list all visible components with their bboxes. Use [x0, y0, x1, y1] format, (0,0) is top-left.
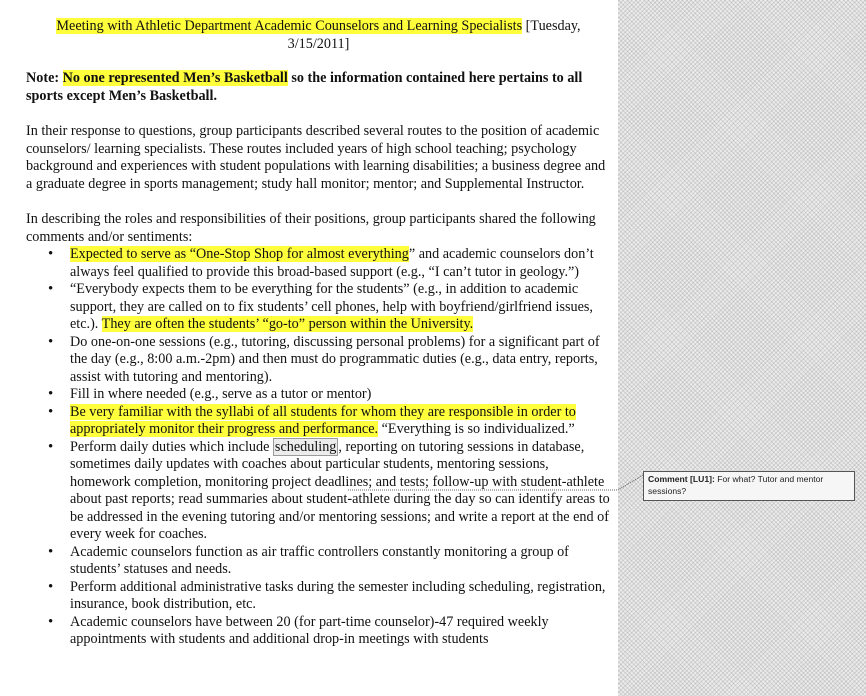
list-item	[70, 246, 611, 281]
title-date: [Tuesday, 3/15/2011]	[287, 18, 581, 52]
comment-margin-pane	[618, 0, 866, 696]
roles-paragraph: In describing the roles and responsibilities of their positions, group participants shared the following comments and/or sentiments:	[26, 211, 596, 245]
document-body[interactable]	[26, 18, 611, 649]
comment-anchor-scheduling[interactable]: scheduling	[274, 438, 337, 455]
list-item	[70, 404, 611, 439]
meeting-title	[26, 18, 611, 53]
bullet-text: “Everybody expects them to be everything for the students” (e.g., in addition to academic support, they are called on to fix students’ cell phones, help with boyfriend/girlfriend issues, etc.).	[70, 281, 593, 332]
title-highlighted-text: Meeting with Athletic Department Academic Counselors and Learning Specialists	[56, 18, 523, 34]
list-item: • Academic counselors have between 20 (for part-time counselor)-47 required weekly appointments with students and additional drop-in meetings with students	[70, 614, 611, 649]
bullet-highlighted-text: They are often the students’ “go-to” person within the University.	[101, 316, 474, 332]
comment-balloon[interactable]	[643, 471, 855, 501]
note-label: Note:	[26, 70, 63, 86]
note-paragraph	[26, 70, 611, 105]
bullet-highlighted-text: Expected to serve as “One-Stop Shop for almost everything	[70, 246, 409, 262]
note-rest-text: so the information contained here pertains to all sports except Men’s Basketball.	[26, 70, 583, 104]
comment-connector-line	[348, 471, 644, 495]
bullet-text: , reporting on tutoring sessions in database, sometimes daily updates with coaches about particular students, mentoring sessions, homework completion, monitoring project deadlines; and tests; follow-up with student-athlete about past reports; read summaries about student-athlete during the day so can identify areas to be addressed in the evening tutoring and/or mentoring sessions; and write a report at the end of every week for coaches.	[70, 438, 610, 542]
bullet-list	[26, 246, 611, 649]
list-item: • Fill in where needed (e.g., serve as a tutor or mentor)	[70, 386, 611, 404]
comment-text: For what? Tutor and mentor sessions?	[648, 474, 824, 496]
list-item: • Perform additional administrative tasks during the semester including scheduling, registration, insurance, book distribution, etc.	[70, 579, 611, 614]
list-item	[70, 281, 611, 334]
bullet-text: “Everything is so individualized.”	[378, 421, 575, 437]
bullet-text: Perform daily duties which include	[70, 438, 273, 455]
list-item: • Do one-on-one sessions (e.g., tutoring, discussing personal problems) for a significant part of the day (e.g., 8:00 a.m.-2pm) and then must do programmatic duties (e.g., data entry, reports, assist with tutoring and mentoring).	[70, 334, 611, 387]
routes-paragraph: In their response to questions, group participants described several routes to the position of academic counselors/ learning specialists. These routes included years of high school teaching; psychology background and experiences with student populations with learning disabilities; a business degree and a graduate degree in sports management; study hall monitor; mentor; and Supplemental Instructor.	[26, 123, 606, 192]
bullet-text: ” and academic counselors don’t always feel qualified to provide this broad-based support (e.g., “I can’t tutor in geology.”)	[70, 246, 594, 280]
bullet-highlighted-text: Be very familiar with the syllabi of all students for whom they are responsible in order to appropriately monitor their progress and performance.	[70, 403, 576, 437]
comment-label: Comment [LU1]:	[648, 474, 715, 484]
note-highlighted-text: No one represented Men’s Basketball	[62, 70, 288, 86]
list-item: • Academic counselors function as air traffic controllers constantly monitoring a group of students’ statuses and needs.	[70, 544, 611, 579]
